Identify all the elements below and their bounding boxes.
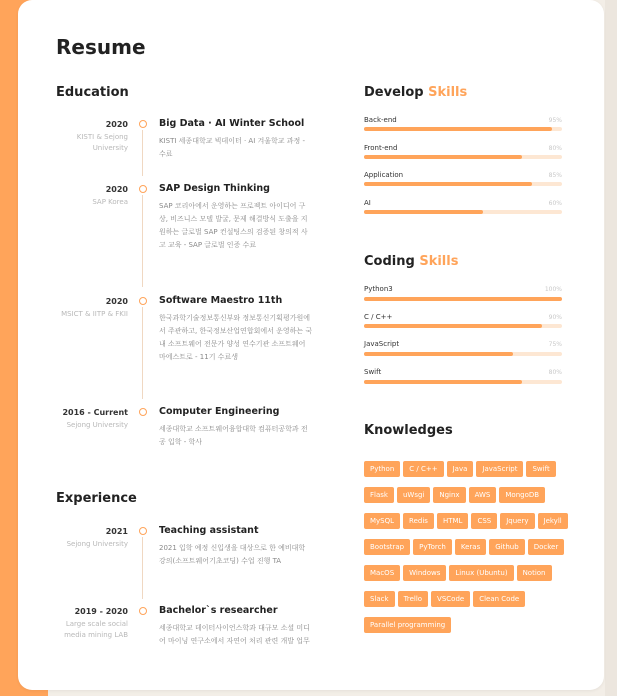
skill-name: Back-end — [364, 116, 397, 124]
knowledge-tag: MySQL — [364, 513, 400, 529]
knowledge-tag: Docker — [528, 539, 565, 555]
skill-bar — [364, 155, 562, 159]
timeline-line — [142, 307, 143, 399]
timeline-dot-icon — [139, 120, 147, 128]
item-title: Teaching assistant — [159, 525, 259, 536]
item-date: 2019 - 2020 — [74, 607, 128, 616]
skill-bar-fill — [364, 127, 552, 131]
education-heading: Education — [56, 85, 129, 100]
skill-bar-fill — [364, 352, 513, 356]
knowledge-tags — [364, 456, 574, 638]
skill-percent: 90% — [548, 314, 562, 321]
timeline-dot-icon — [139, 408, 147, 416]
item-description: 2021 입학 예정 신입생을 대상으로 한 예비대학 강의(소프트웨어기초코딩) 수업 진행 TA — [159, 544, 306, 565]
heading-accent: Skills — [419, 254, 459, 269]
knowledge-tag: MongoDB — [499, 487, 545, 503]
skill-bar — [364, 380, 562, 384]
skill-bar-fill — [364, 297, 562, 301]
timeline-line — [142, 195, 143, 287]
item-description: SAP 코리아에서 운영하는 프로젝트 아이디어 구상, 비즈니스 모델 발굴, 문제 해결방식 도출을 지원하는 글로벌 SAP 컨설팅스의 검증된 창의적 사고 교육 - SAP 글로벌 인증 수료 — [159, 202, 308, 249]
timeline-dot-icon — [139, 185, 147, 193]
skill-name: Application — [364, 171, 404, 179]
resume-page — [18, 0, 604, 690]
knowledge-tag: Jquery — [500, 513, 534, 529]
develop-skills-heading — [364, 85, 467, 100]
knowledge-tag: Nginx — [433, 487, 465, 503]
skill-bar-fill — [364, 182, 532, 186]
timeline-dot-icon — [139, 297, 147, 305]
knowledge-tag: Clean Code — [473, 591, 525, 607]
timeline-line — [142, 537, 143, 599]
knowledge-tag: Python — [364, 461, 400, 477]
skill-percent: 60% — [548, 200, 562, 207]
skill-bar — [364, 324, 562, 328]
item-place: Sejong University — [66, 540, 128, 548]
skill-bar-fill — [364, 210, 483, 214]
item-title: SAP Design Thinking — [159, 183, 270, 194]
knowledge-tag: HTML — [437, 513, 468, 529]
knowledge-tag: Parallel programming — [364, 617, 451, 633]
item-title: Software Maestro 11th — [159, 295, 283, 306]
heading-text: Develop — [364, 85, 424, 100]
knowledge-tag: Java — [447, 461, 474, 477]
item-date: 2021 — [105, 527, 128, 536]
item-place: Large scale social media mining LAB — [64, 620, 128, 639]
skill-name: C / C++ — [364, 313, 393, 321]
skill-percent: 85% — [548, 172, 562, 179]
heading-accent: Skills — [428, 85, 468, 100]
knowledge-tag: Swift — [526, 461, 555, 477]
item-date: 2020 — [105, 185, 128, 194]
skill-percent: 95% — [548, 117, 562, 124]
skill-name: AI — [364, 199, 371, 207]
timeline-line — [142, 130, 143, 176]
skill-bar — [364, 182, 562, 186]
knowledge-tag: Redis — [403, 513, 434, 529]
knowledge-tag: JavaScript — [476, 461, 523, 477]
knowledge-tag: VSCode — [431, 591, 470, 607]
item-place: Sejong University — [66, 421, 128, 429]
skill-bar-fill — [364, 380, 522, 384]
item-date: 2016 - Current — [62, 408, 128, 417]
knowledge-tag: Bootstrap — [364, 539, 410, 555]
knowledge-tag: PyTorch — [413, 539, 452, 555]
skill-bar — [364, 127, 562, 131]
skill-bar — [364, 352, 562, 356]
knowledge-tag: MacOS — [364, 565, 400, 581]
item-description: KISTI 세종대학교 빅데이터 · AI 겨울학교 과정 - 수료 — [159, 137, 306, 158]
timeline-dot-icon — [139, 607, 147, 615]
skill-percent: 75% — [548, 341, 562, 348]
skill-percent: 80% — [548, 369, 562, 376]
page-title: Resume — [56, 35, 146, 59]
item-place: MSICT & IITP & FKII — [61, 310, 128, 318]
knowledges-heading: Knowledges — [364, 423, 453, 438]
item-description: 한국과학기술정보통신부와 정보통신기획평가원에서 주관하고, 한국정보산업연합회에서 운영하는 국내 소프트웨어 전문가 양성 연수기관 소프트웨어 마에스트로 - 11기 수료생 — [159, 314, 313, 361]
skill-name: Python3 — [364, 285, 393, 293]
timeline-dot-icon — [139, 527, 147, 535]
background-edge — [605, 0, 617, 696]
skill-bar — [364, 210, 562, 214]
skill-name: JavaScript — [364, 340, 400, 348]
knowledge-tag: CSS — [471, 513, 497, 529]
item-place: KISTI & Sejong University — [76, 133, 128, 152]
heading-text: Coding — [364, 254, 415, 269]
item-date: 2020 — [105, 297, 128, 306]
coding-skills-heading — [364, 254, 458, 269]
item-description: 세종대학교 소프트웨어융합대학 컴퓨터공학과 전공 입학 - 학사 — [159, 425, 308, 446]
knowledge-tag: Flask — [364, 487, 394, 503]
skill-percent: 80% — [548, 145, 562, 152]
knowledge-tag: Keras — [455, 539, 486, 555]
item-title: Big Data · AI Winter School — [159, 118, 305, 129]
knowledge-tag: Linux (Ubuntu) — [449, 565, 513, 581]
knowledge-tag: Jekyll — [538, 513, 568, 529]
skill-bar-fill — [364, 324, 542, 328]
knowledge-tag: Trello — [398, 591, 428, 607]
item-place: SAP Korea — [92, 198, 128, 206]
item-title: Bachelor`s researcher — [159, 605, 278, 616]
skill-bar-fill — [364, 155, 522, 159]
item-date: 2020 — [105, 120, 128, 129]
skill-percent: 100% — [544, 286, 562, 293]
experience-heading: Experience — [56, 491, 137, 506]
skill-bar — [364, 297, 562, 301]
skill-name: Swift — [364, 368, 382, 376]
knowledge-tag: Windows — [403, 565, 446, 581]
knowledge-tag: Github — [489, 539, 524, 555]
knowledge-tag: Slack — [364, 591, 395, 607]
knowledge-tag: Notion — [517, 565, 552, 581]
knowledge-tag: C / C++ — [403, 461, 443, 477]
item-description: 세종대학교 데이터사이언스학과 대규모 소셜 미디어 마이닝 연구소에서 자연어 처리 관련 개발 업무 — [159, 624, 310, 645]
skill-name: Front-end — [364, 144, 398, 152]
knowledge-tag: AWS — [469, 487, 497, 503]
knowledge-tag: uWsgi — [397, 487, 430, 503]
item-title: Computer Engineering — [159, 406, 280, 417]
